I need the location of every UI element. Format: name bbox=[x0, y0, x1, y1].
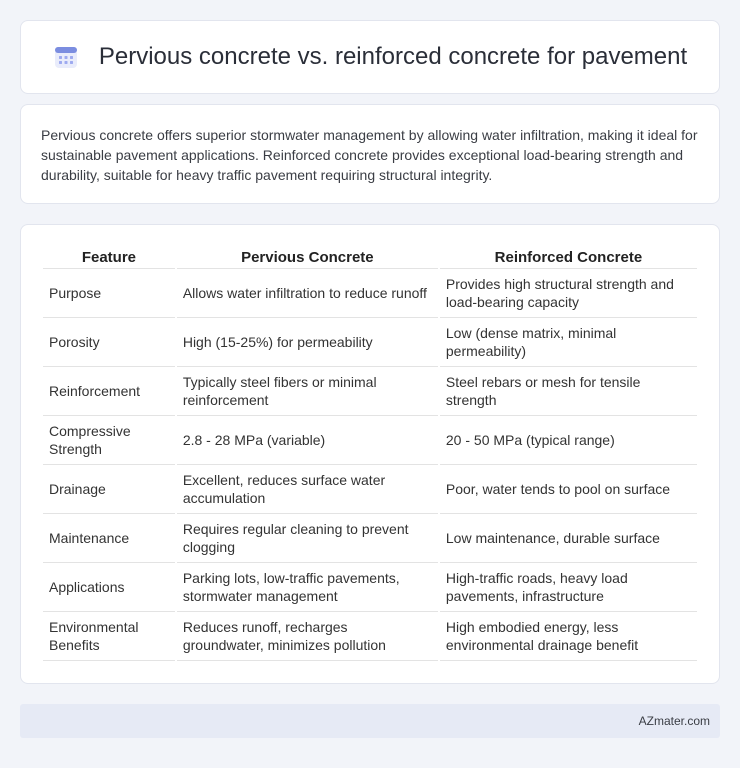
pervious-cell: High (15-25%) for permeability bbox=[177, 318, 438, 367]
table-row bbox=[43, 563, 697, 612]
reinforced-cell: High-traffic roads, heavy load pavements, infrastructure bbox=[440, 563, 697, 612]
reinforced-cell: Poor, water tends to pool on surface bbox=[440, 465, 697, 514]
feature-cell: Applications bbox=[43, 563, 175, 612]
table-row bbox=[43, 514, 697, 563]
reinforced-cell: Steel rebars or mesh for tensile strength bbox=[440, 367, 697, 416]
table-row bbox=[43, 269, 697, 318]
table-row bbox=[43, 465, 697, 514]
pervious-cell: Parking lots, low-traffic pavements, stormwater management bbox=[177, 563, 438, 612]
reinforced-cell: Provides high structural strength and load-bearing capacity bbox=[440, 269, 697, 318]
feature-cell: Purpose bbox=[43, 269, 175, 318]
table-row bbox=[43, 367, 697, 416]
footer-bar bbox=[20, 704, 720, 738]
table-row bbox=[43, 416, 697, 465]
table-row bbox=[43, 318, 697, 367]
reinforced-cell: Low (dense matrix, minimal permeability) bbox=[440, 318, 697, 367]
comparison-card bbox=[20, 224, 720, 684]
pervious-cell: Allows water infiltration to reduce runoff bbox=[177, 269, 438, 318]
pervious-cell: Requires regular cleaning to prevent clogging bbox=[177, 514, 438, 563]
reinforced-cell: 20 - 50 MPa (typical range) bbox=[440, 416, 697, 465]
pervious-cell: Typically steel fibers or minimal reinforcement bbox=[177, 367, 438, 416]
table-header-row bbox=[43, 245, 697, 269]
intro-text: Pervious concrete offers superior stormwater management by allowing water infiltration, making it ideal for sustainable pavement applications. Reinforced concrete provides exceptional load-bearing strength and durability, suitable for heavy traffic pavement requiring structural integrity. bbox=[41, 127, 698, 183]
pervious-cell: Excellent, reduces surface water accumulation bbox=[177, 465, 438, 514]
reinforced-cell: Low maintenance, durable surface bbox=[440, 514, 697, 563]
header-pervious: Pervious Concrete bbox=[177, 245, 438, 269]
intro-card bbox=[20, 104, 720, 204]
feature-cell: Drainage bbox=[43, 465, 175, 514]
pervious-cell: 2.8 - 28 MPa (variable) bbox=[177, 416, 438, 465]
feature-cell: Porosity bbox=[43, 318, 175, 367]
reinforced-cell: High embodied energy, less environmental drainage benefit bbox=[440, 612, 697, 661]
feature-cell: Compressive Strength bbox=[43, 416, 175, 465]
calendar-icon bbox=[53, 44, 79, 70]
feature-cell: Maintenance bbox=[43, 514, 175, 563]
header-feature: Feature bbox=[43, 245, 175, 269]
table-row bbox=[43, 612, 697, 661]
footer-brand[interactable]: AZmater.com bbox=[638, 714, 710, 728]
title-card bbox=[20, 20, 720, 94]
page-title: Pervious concrete vs. reinforced concrete for pavement bbox=[98, 43, 688, 70]
feature-cell: Reinforcement bbox=[43, 367, 175, 416]
header-reinforced: Reinforced Concrete bbox=[440, 245, 697, 269]
feature-cell: Environmental Benefits bbox=[43, 612, 175, 661]
comparison-table bbox=[41, 245, 699, 661]
pervious-cell: Reduces runoff, recharges groundwater, minimizes pollution bbox=[177, 612, 438, 661]
